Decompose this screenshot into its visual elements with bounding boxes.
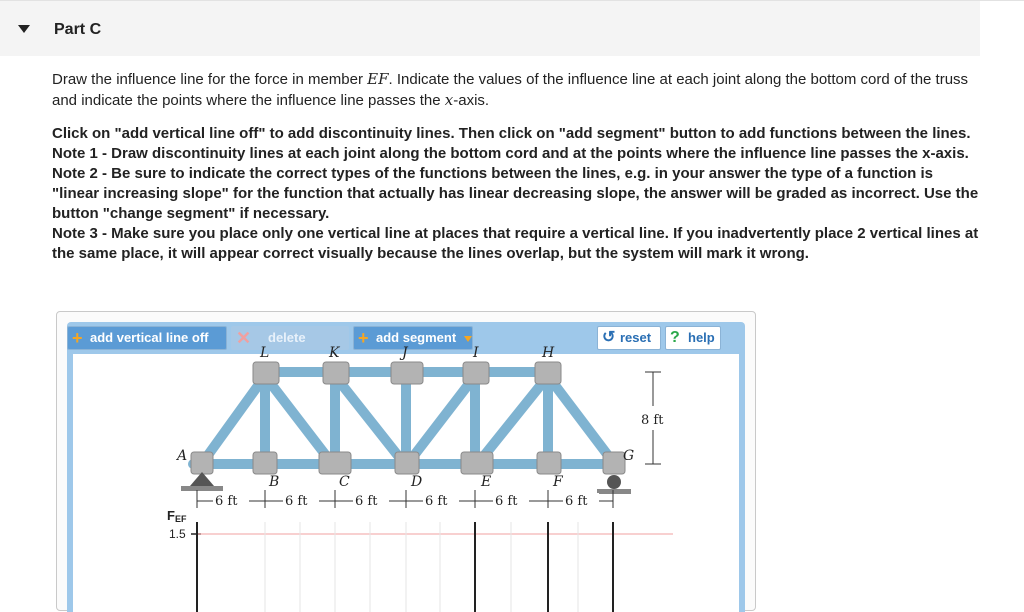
joint-label-L: L xyxy=(260,345,270,361)
y-tick-label: 1.5 xyxy=(169,527,186,541)
joint-label-I: I xyxy=(473,345,479,361)
plate-E xyxy=(461,452,493,474)
graphing-tool xyxy=(56,311,756,611)
add-vertical-label: add vertical line off xyxy=(90,330,209,345)
joint-label-D: D xyxy=(411,474,423,490)
influence-plot xyxy=(167,508,673,612)
plate-G xyxy=(603,452,625,474)
plate-F xyxy=(537,452,561,474)
caret-down-icon xyxy=(464,336,472,342)
instruction-note-3: Note 3 - Make sure you place only one vertical line at places that require a vertical line. If you inadvertently place 2 vertical lines at the same place, it will appear correct visually because the lines overlap, but the system will mark it wrong. xyxy=(52,225,979,262)
joint-label-H: H xyxy=(542,345,555,361)
instruction-note-1: Note 1 - Draw discontinuity lines at each joint along the bottom cord and at the points where the influence line passes the x-axis. xyxy=(52,145,969,162)
help-button[interactable] xyxy=(665,326,721,350)
panel-label-CD: 6 ft xyxy=(355,494,378,509)
reset-button[interactable] xyxy=(597,326,661,350)
member-HG xyxy=(548,376,613,462)
part-header[interactable] xyxy=(0,0,980,56)
help-label: help xyxy=(688,330,715,345)
member-ID xyxy=(409,376,475,462)
plate-H xyxy=(535,362,561,384)
plate-A xyxy=(191,452,213,474)
joint-label-K: K xyxy=(329,345,340,361)
axis-name: x xyxy=(444,91,454,109)
panel-label-EF: 6 ft xyxy=(495,494,518,509)
instruction-note-2: Note 2 - Be sure to indicate the correct types of the functions between the lines, e.g. in your answer the type of a function is "linear increasing slope" for the function that actually has linear decreasing slope, the answer will be graded as incorrect. Use the button "change segment" if necessary. xyxy=(52,165,979,222)
instruction-click: Click on "add vertical line off" to add discontinuity lines. Then click on "add segment" button to add functions between the lines. xyxy=(52,125,971,142)
member-HE xyxy=(479,376,548,462)
ground-A xyxy=(181,486,223,491)
question-text xyxy=(52,69,982,264)
joint-label-J: J xyxy=(402,345,408,361)
y-axis-label: FEF xyxy=(167,508,187,524)
member-KD xyxy=(335,376,403,462)
intro-text-a: Draw the influence line for the force in member xyxy=(52,71,368,88)
member-AL xyxy=(203,376,265,462)
truss-figure xyxy=(73,345,739,612)
plus-icon: + xyxy=(358,328,369,348)
panel-dimensions xyxy=(197,490,613,508)
plate-B xyxy=(253,452,277,474)
question-intro xyxy=(52,69,982,111)
add-vertical-line-button[interactable] xyxy=(67,326,227,350)
x-icon: ✕ xyxy=(236,328,252,348)
member-name: EF xyxy=(367,70,389,88)
plate-K xyxy=(323,362,349,384)
intro-text-b: . Indicate the values of the influence line at each joint along the bottom cord of the truss and indicate the points where the influence line passes the xyxy=(52,71,969,109)
panel-label-DE: 6 ft xyxy=(425,494,448,509)
question-icon: ? xyxy=(670,329,680,346)
add-segment-label: add segment xyxy=(376,330,457,345)
joint-label-E: E xyxy=(481,474,492,490)
panel-label-BC: 6 ft xyxy=(285,494,308,509)
grid-lines-v xyxy=(265,522,578,612)
height-label: 8 ft xyxy=(641,413,664,428)
delete-label: delete xyxy=(268,330,306,345)
joint-label-A: A xyxy=(177,448,188,464)
reset-icon: ↺ xyxy=(602,329,616,346)
roller-support-G xyxy=(607,475,621,489)
joint-label-B: B xyxy=(269,474,280,490)
joint-label-G: G xyxy=(623,448,635,464)
plus-icon: + xyxy=(72,328,83,348)
truss-members xyxy=(193,372,618,464)
member-LC xyxy=(265,376,331,462)
joint-label-F: F xyxy=(553,474,563,490)
collapse-toggle-icon[interactable] xyxy=(18,25,30,33)
plate-D xyxy=(395,452,419,474)
reset-label: reset xyxy=(620,330,652,345)
part-title: Part C xyxy=(54,21,102,38)
joint-label-C: C xyxy=(339,474,350,490)
tool-frame xyxy=(67,322,745,612)
ground-G xyxy=(597,489,631,494)
panel-label-AB: 6 ft xyxy=(215,494,238,509)
intro-text-c: -axis. xyxy=(453,92,490,109)
plate-J xyxy=(391,362,423,384)
header-divider xyxy=(980,0,1024,1)
plate-I xyxy=(463,362,489,384)
panel-label-FG: 6 ft xyxy=(565,494,588,509)
plate-C xyxy=(319,452,351,474)
drawing-canvas[interactable] xyxy=(73,345,739,612)
plate-L xyxy=(253,362,279,384)
add-segment-button[interactable] xyxy=(353,326,473,350)
